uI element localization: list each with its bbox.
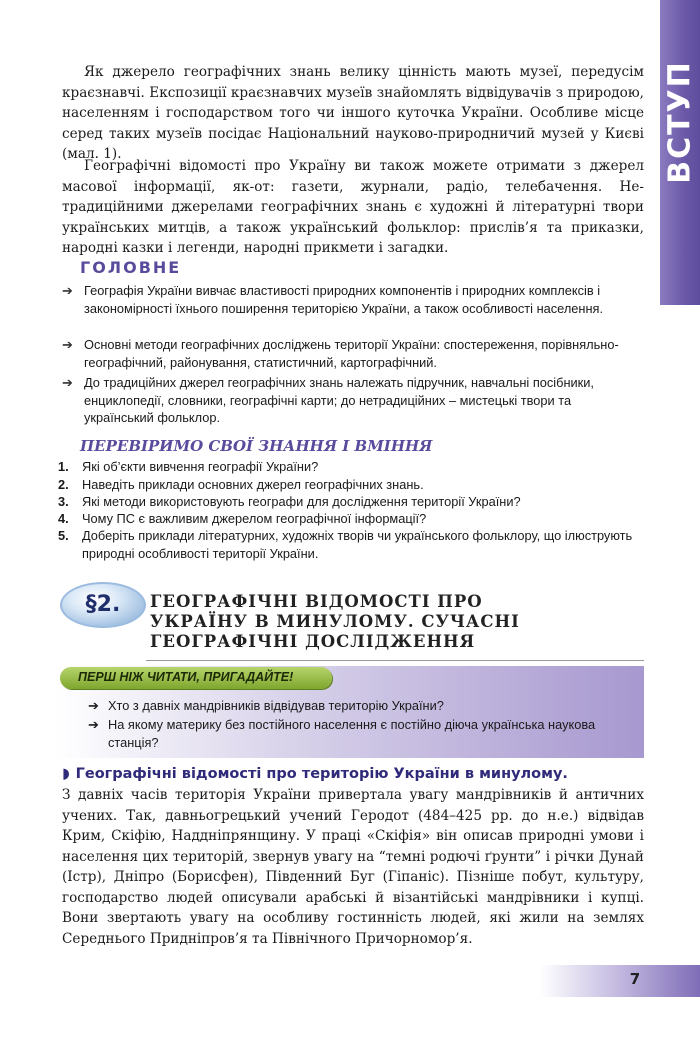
section-title: ГЕОГРАФІЧНІ ВІДОМОСТІ ПРО УКРАЇНУ В МИНУЛОМУ. СУЧАСНІ ГЕОГРАФІЧНІ ДОСЛІДЖЕННЯ: [150, 592, 520, 651]
arrow-right-icon: ➔: [62, 375, 73, 390]
check-heading: ПЕРЕВІРИМО СВОЇ ЗНАННЯ І ВМІННЯ: [80, 437, 433, 455]
subsection-heading: ◗ Географічні відомості про територію України в минулому.: [62, 766, 568, 782]
before-reading-item: ➔ На якому материку без постійного населення є постійно діюча українська наукова станція?: [88, 717, 596, 750]
intro-paragraph-2: Географічні відомості про Україну ви також можете отримати з джерел масової інформації, як-от: газети, журнали, радіо, телебачення. Нетрадиційними джерелами географічних знань є художні й літературні твори українських митців, а також український фольклор: прислів’я та приказки, народні казки і легенди, народні прикмети і загадки.: [62, 158, 644, 256]
arrow-right-icon: ➔: [88, 717, 99, 732]
marker-icon: ◗: [62, 766, 70, 782]
main-item: ➔ До традиційних джерел географічних знань належать підручник, навчальні посібники, енциклопедії, словники, географічні карти; до нетрадиційних – мистецькі твори та український фольклор.: [62, 375, 594, 425]
main-item: ➔ Географія України вивчає властивості природних компонентів і природних комплексів і закономірності їхнього поширення територією України, а також особливості населення.: [62, 283, 604, 316]
section-divider: [146, 660, 644, 661]
question-item: 1. Які об’єкти вивчення географії України?: [58, 459, 319, 474]
arrow-right-icon: ➔: [62, 337, 73, 352]
subsection-text: З давніх часів територія України привертала увагу мандрівників й античних учених. Так, давньогрецький учений Геродот (484–425 рр. до н.е.) відвідав Крим, Скіфію, Наддніпрянщину. У праці «Скіфія» він описав природні умови і населення цих територій, звернув увагу на “темні родючі ґрунти” і річки Дунай (Істр), Дніпро (Борисфен), Південний Буг (Гіпаніс). Пізніше побут, культуру, господарство людей описували арабські й візантійські мандрівники і купці. Вони звертають увагу на особливу гостинність людей, які жили на землях Середнього Придніпров’я та Північного Причорномор’я.: [62, 787, 644, 947]
intro-paragraph-1: Як джерело географічних знань велику цінність мають музеї, передусім краєзнавчі. Експозиції краєзнавчих музеїв знайомлять відвідувачів з природою, населенням і господарством того чи іншого куточка України. Особливе місце серед таких музеїв посідає Національний науково-природничий музей у Києві (мал. 1).: [62, 64, 644, 162]
question-item: 4. Чому ПС є важливим джерелом географічної інформації?: [58, 511, 427, 526]
before-reading-item: ➔ Хто з давніх мандрівників відвідував територію України?: [88, 698, 444, 713]
before-reading-label: ПЕРШ НІЖ ЧИТАТИ, ПРИГАДАЙТЕ!: [60, 667, 332, 689]
side-tab-label: ВСТУП: [662, 60, 698, 184]
question-item: 3. Які методи використовують географи для дослідження території України?: [58, 494, 521, 509]
page-number: 7: [629, 970, 641, 988]
section-number: §2.: [85, 592, 121, 617]
main-item: ➔ Основні методи географічних досліджень території України: спостереження, порівняльно-географічний, районування, статистичний, картографічний.: [62, 337, 619, 370]
question-item: 2. Наведіть приклади основних джерел географічних знань.: [58, 477, 424, 492]
question-item: 5. Доберіть приклади літературних, художніх творів чи українського фольклору, що ілюструють природні особливості території України.: [58, 528, 633, 561]
arrow-right-icon: ➔: [62, 283, 73, 298]
main-heading: ГОЛОВНЕ: [80, 258, 182, 277]
arrow-right-icon: ➔: [88, 698, 99, 713]
